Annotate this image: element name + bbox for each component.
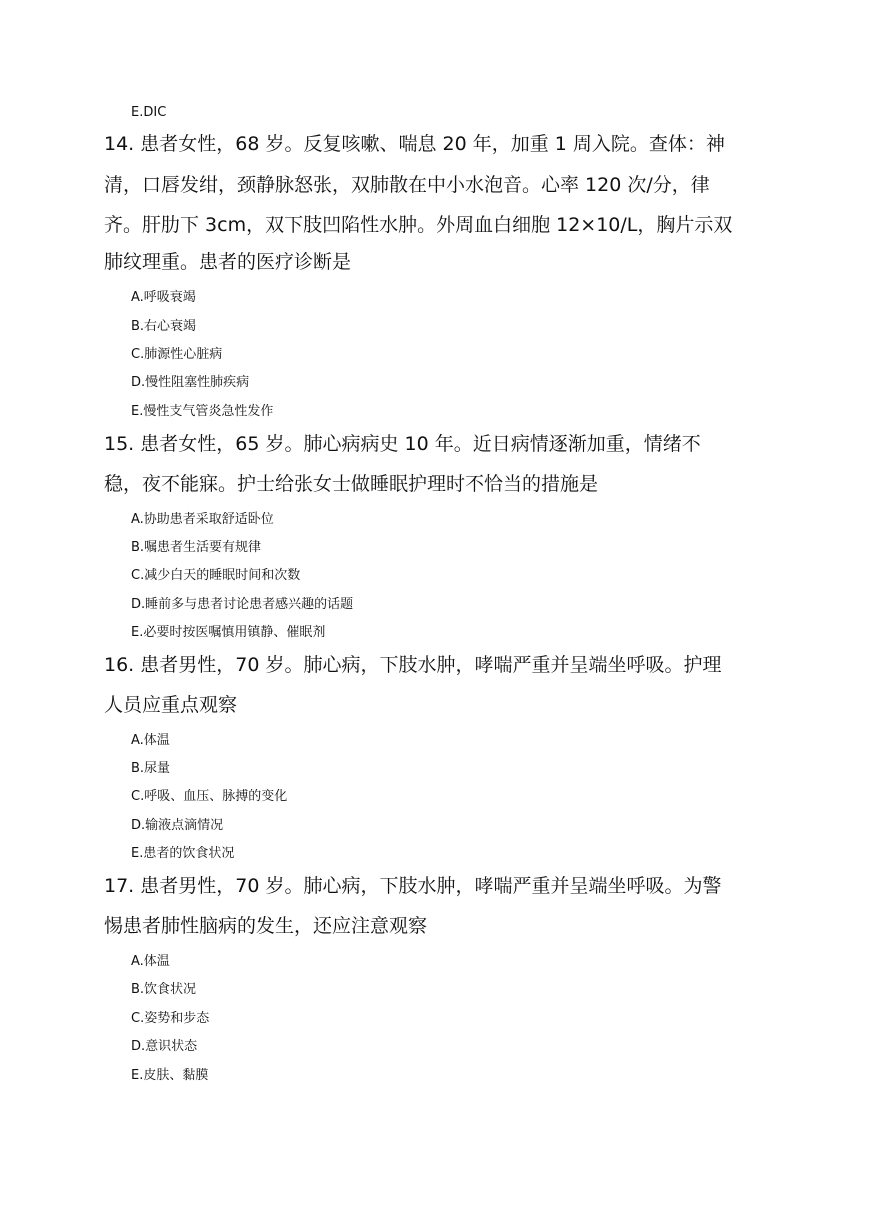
option-b: B.右心衰竭 <box>131 319 197 334</box>
question-line: 清，口唇发绀，颈静脉怒张，双肺散在中小水泡音。心率 120 次/分，律 <box>104 174 710 196</box>
option-c: C.呼吸、血压、脉搏的变化 <box>131 789 288 804</box>
option-e: E.患者的饮食状况 <box>131 846 235 861</box>
option-e: E.皮肤、黏膜 <box>131 1068 209 1083</box>
option-a: A.体温 <box>131 954 170 969</box>
question-line: 人员应重点观察 <box>104 694 238 716</box>
question-line: 14. 患者女性，68 岁。反复咳嗽、喘息 20 年，加重 1 周入院。查体：神 <box>104 133 725 155</box>
option-e: E.必要时按医嘱慎用镇静、催眠剂 <box>131 625 326 640</box>
option-d: D.输液点滴情况 <box>131 818 224 833</box>
option-a: A.体温 <box>131 733 170 748</box>
option-d: D.意识状态 <box>131 1039 198 1054</box>
question-line: 肺纹理重。患者的医疗诊断是 <box>104 251 352 273</box>
option-a: A.呼吸衰竭 <box>131 290 196 305</box>
option-e: E.慢性支气管炎急性发作 <box>131 404 274 419</box>
option-d: D.睡前多与患者讨论患者感兴趣的话题 <box>131 597 354 612</box>
option-b: B.尿量 <box>131 761 171 776</box>
option-c: C.姿势和步态 <box>131 1011 210 1026</box>
option-e-prev: E.DIC <box>131 105 167 120</box>
question-line: 17. 患者男性，70 岁。肺心病，下肢水肿，哮喘严重并呈端坐呼吸。为警 <box>104 875 722 897</box>
option-b: B.饮食状况 <box>131 982 197 997</box>
question-line: 惕患者肺性脑病的发生，还应注意观察 <box>104 915 428 937</box>
question-line: 稳，夜不能寐。护士给张女士做睡眠护理时不恰当的措施是 <box>104 473 599 495</box>
question-line: 15. 患者女性，65 岁。肺心病病史 10 年。近日病情逐渐加重，情绪不 <box>104 433 701 455</box>
option-c: C.减少白天的睡眠时间和次数 <box>131 568 301 583</box>
question-line: 齐。肝肋下 3cm，双下肢凹陷性水肿。外周血白细胞 12×10/L，胸片示双 <box>104 214 733 236</box>
question-line: 16. 患者男性，70 岁。肺心病，下肢水肿，哮喘严重并呈端坐呼吸。护理 <box>104 654 722 676</box>
option-c: C.肺源性心脏病 <box>131 347 223 362</box>
option-b: B.嘱患者生活要有规律 <box>131 540 262 555</box>
option-a: A.协助患者采取舒适卧位 <box>131 512 274 527</box>
option-d: D.慢性阻塞性肺疾病 <box>131 375 250 390</box>
